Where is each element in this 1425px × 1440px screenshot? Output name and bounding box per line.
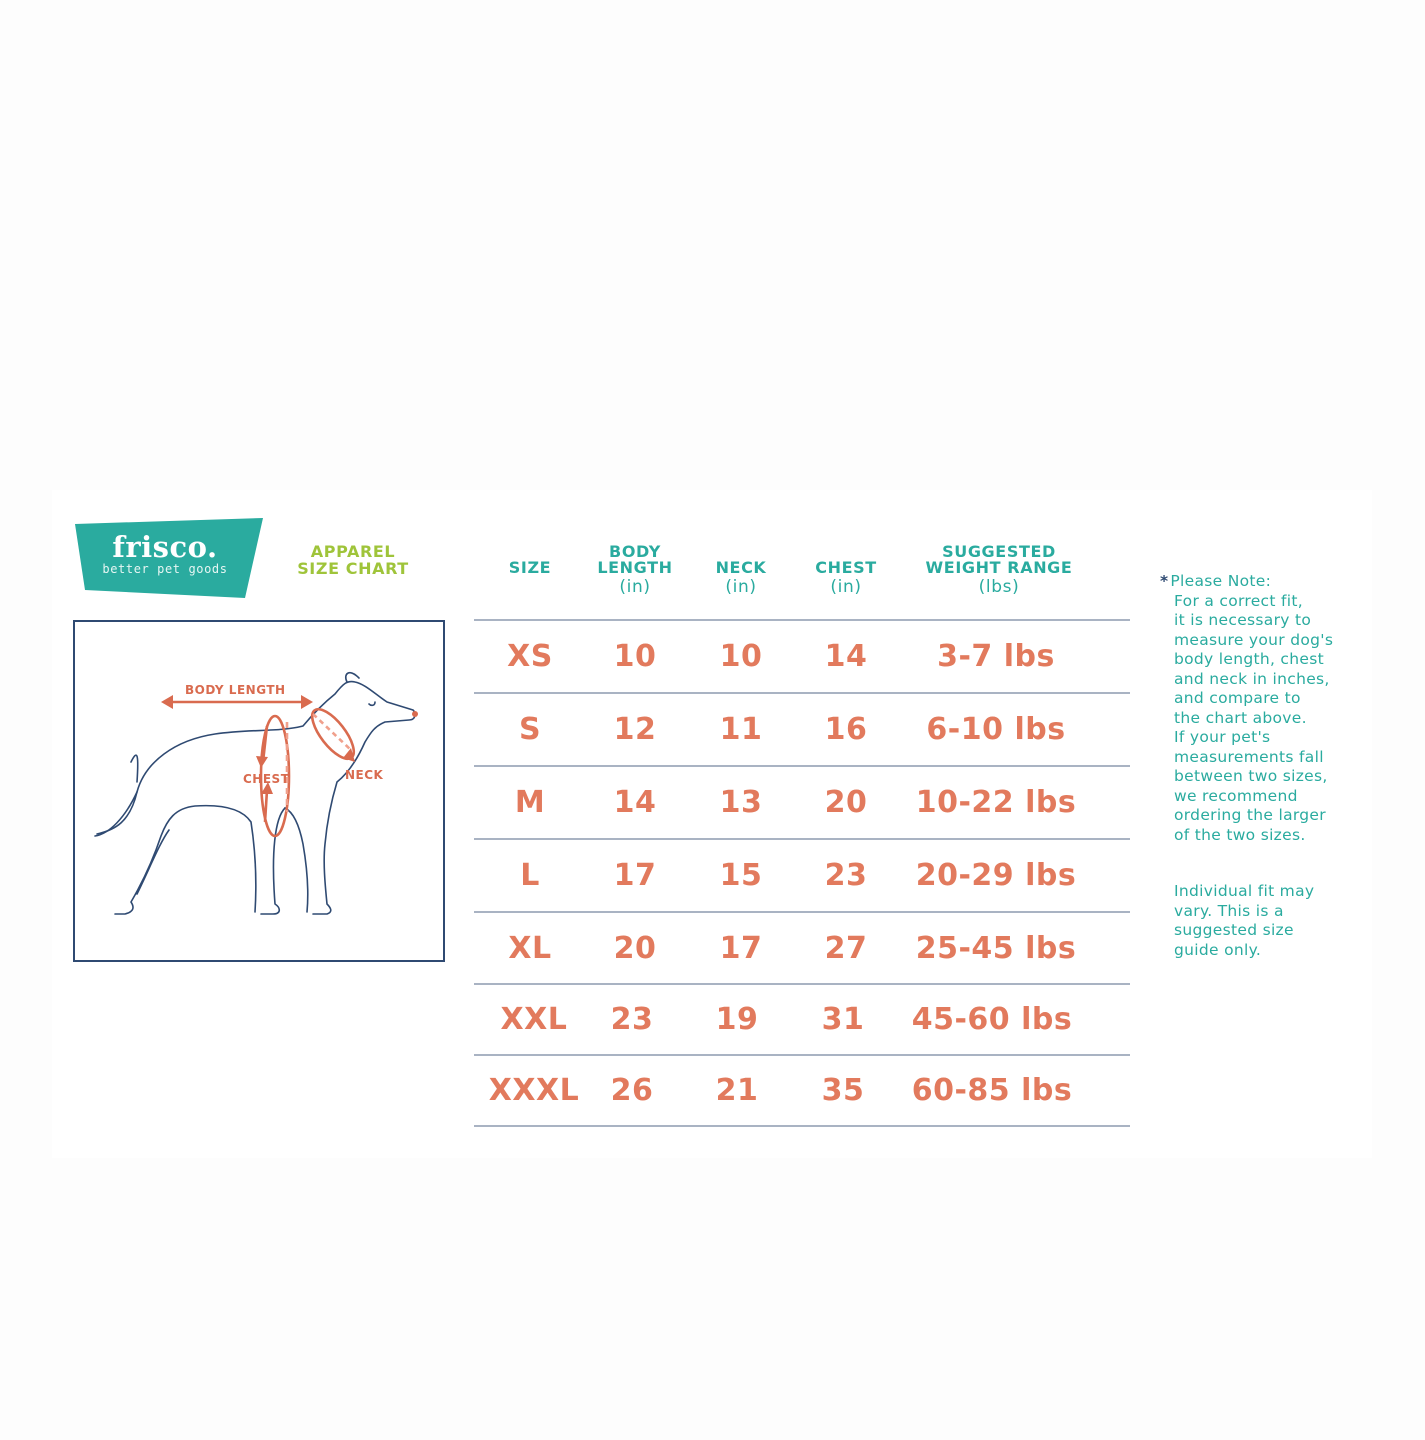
cell-chest: 27 (824, 931, 868, 966)
header-body-length-line1: BODY (609, 542, 661, 561)
note-line: measurements fall (1174, 747, 1324, 766)
cell-neck: 17 (719, 931, 763, 966)
cell-chest: 20 (824, 785, 868, 820)
cell-weight: 20-29 lbs (915, 858, 1077, 893)
header-chest-unit: (in) (830, 577, 862, 597)
note-line: ordering the larger (1174, 806, 1326, 824)
cell-body-length: 12 (613, 712, 657, 747)
header-neck (696, 544, 786, 598)
fit-line: guide only. (1174, 940, 1262, 959)
cell-body-length: 26 (610, 1073, 654, 1108)
cell-weight: 10-22 lbs (915, 785, 1077, 820)
cell-body-length: 17 (613, 858, 657, 893)
neck-label: NECK (345, 768, 384, 782)
cell-neck: 11 (719, 712, 763, 747)
cell-weight: 6-10 lbs (926, 712, 1066, 747)
chart-title-line1: APPAREL (310, 542, 396, 561)
note-line: For a correct fit, (1174, 591, 1303, 610)
note-asterisk: * (1160, 572, 1169, 590)
note-line: If your pet's (1174, 728, 1271, 746)
note-body (1160, 592, 1360, 846)
cell-size: XL (508, 931, 552, 966)
header-weight-range (912, 544, 1086, 598)
cell-body-length: 10 (613, 639, 657, 674)
cell-chest: 23 (824, 858, 868, 893)
cell-neck: 21 (715, 1073, 759, 1108)
body-length-label: BODY LENGTH (185, 683, 286, 697)
cell-chest: 14 (824, 639, 868, 674)
cell-body-length: 23 (610, 1002, 654, 1037)
header-body-length-unit: (in) (619, 577, 651, 597)
header-body-length-line2: LENGTH (597, 558, 673, 577)
note-heading: Please Note: (1170, 572, 1272, 590)
header-chest-line2: CHEST (815, 558, 877, 577)
logo-wordmark: frisco. (112, 530, 218, 564)
logo-tagline: better pet goods (102, 562, 228, 576)
note-line: it is necessary to (1174, 611, 1312, 629)
cell-size: M (514, 785, 546, 820)
header-weight-line1: SUGGESTED (942, 542, 1056, 561)
note-line: between two sizes, (1174, 767, 1328, 785)
table-row (474, 694, 1130, 766)
header-size-line2: SIZE (508, 558, 552, 577)
note-line: of the two sizes. (1174, 825, 1306, 844)
table-row (474, 1056, 1130, 1125)
fit-disclaimer (1174, 882, 1354, 960)
cell-size: S (518, 712, 542, 747)
fit-line: vary. This is a (1174, 901, 1284, 920)
header-neck-unit: (in) (725, 577, 757, 597)
header-size (490, 544, 570, 576)
cell-weight: 3-7 lbs (937, 639, 1055, 674)
header-body-length (585, 544, 685, 598)
table-row (474, 767, 1130, 839)
cell-body-length: 14 (613, 785, 657, 820)
cell-chest: 16 (824, 712, 868, 747)
frisco-logo (75, 518, 265, 600)
cell-size: XXL (500, 1002, 568, 1037)
header-chest (800, 544, 892, 598)
cell-neck: 19 (715, 1002, 759, 1037)
header-weight-unit: (lbs) (978, 577, 1020, 597)
cell-weight: 60-85 lbs (911, 1073, 1073, 1108)
table-row (474, 840, 1130, 912)
chart-title-line2: SIZE CHART (297, 559, 409, 578)
table-row (474, 985, 1130, 1054)
please-note (1160, 572, 1360, 845)
fit-line: suggested size (1174, 921, 1294, 939)
note-heading-line (1160, 572, 1360, 592)
note-line: body length, chest (1174, 650, 1324, 668)
cell-chest: 31 (821, 1002, 865, 1037)
note-line: and compare to (1174, 689, 1301, 707)
note-line: the chart above. (1174, 708, 1307, 727)
cell-neck: 10 (719, 639, 763, 674)
table-divider (474, 1125, 1130, 1127)
note-line: measure your dog's (1174, 630, 1334, 649)
dog-measurement-diagram (73, 620, 445, 962)
cell-weight: 45-60 lbs (911, 1002, 1073, 1037)
cell-size: L (520, 858, 540, 893)
cell-size: XXXL (488, 1073, 580, 1108)
cell-neck: 13 (719, 785, 763, 820)
dog-illustration (75, 622, 443, 960)
table-row (474, 621, 1130, 693)
header-neck-line2: NECK (715, 558, 767, 577)
cell-chest: 35 (821, 1073, 865, 1108)
fit-line: Individual fit may (1174, 882, 1315, 900)
note-line: and neck in inches, (1174, 669, 1330, 688)
chest-label: CHEST (243, 772, 290, 786)
header-weight-line2: WEIGHT RANGE (925, 558, 1073, 577)
cell-body-length: 20 (613, 931, 657, 966)
chart-title (290, 543, 416, 577)
cell-weight: 25-45 lbs (915, 931, 1077, 966)
cell-size: XS (507, 639, 553, 674)
note-line: we recommend (1174, 786, 1298, 805)
cell-neck: 15 (719, 858, 763, 893)
table-row (474, 913, 1130, 985)
